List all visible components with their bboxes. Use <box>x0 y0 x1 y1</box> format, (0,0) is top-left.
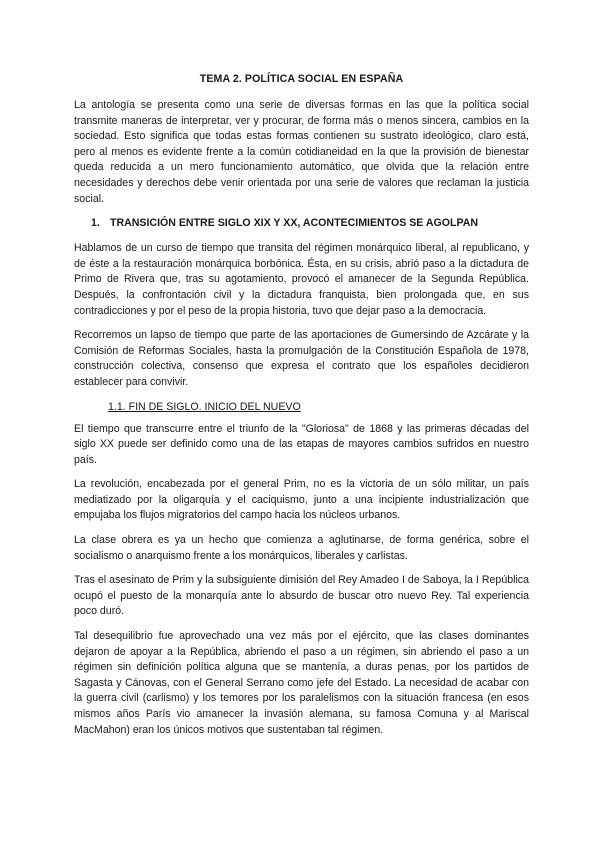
subsection-paragraph: Tal desequilibrio fue aprovechado una vez más por el ejército, que las clases dominantes dejaron de apoyar a la República, abriendo el paso a un régimen, sin abriendo el paso a un régimen sin definición política alguna que se mantenía, a duras penas, por los partidos de Sagasta y Cánovas, con el General Serrano como jefe del Estado. La necesidad de acabar con la guerra civil (carlismo) y los temores por los paralelismos con la situación francesa (en esos mismos años París vio amanecer la invasión alemana, su famosa Comuna y al Mariscal MacMahon) eran los únicos motivos que sustentaban tal régimen. <box>74 630 529 736</box>
subsection-paragraph: La revolución, encabezada por el general Prim, no es la victoria de un sólo militar, un país mediatizado por la oligarquía y el caciquismo, junto a una incipiente industrialización que empujaba los flujos migratorios del campo hacia los núcleos urbanos. <box>74 478 529 522</box>
subsection-heading: 1.1. FIN DE SIGLO. INICIO DEL NUEVO <box>108 400 301 413</box>
section-number: 1. <box>91 217 100 230</box>
document-title: TEMA 2. POLÍTICA SOCIAL EN ESPAÑA <box>199 73 404 85</box>
section-paragraph: Recorremos un lapso de tiempo que parte de las aportaciones de Gumersindo de Azcárate y la Comisión de Reformas Sociales, hasta la promulgación de la Constitución Española de 1978, construcción colectiva, consenso que expresa el contrato que los españoles decidieron establecer para convivir. <box>74 329 529 388</box>
subsection-paragraph: El tiempo que transcurre entre el triunfo de la "Gloriosa" de 1868 y las primeras décadas del siglo XX puede ser definido como una de las etapas de mayores cambios sufridos en nuestro país. <box>74 422 529 466</box>
section-paragraph: Hablamos de un curso de tiempo que transita del régimen monárquico liberal, al republicano, y de éste a la restauración monárquica borbónica. Ésta, en su crisis, abrió paso a la dictadura de Primo de Rivera que, tras su agotamiento, provocó el amanecer de la Segunda República. Después, la confrontación civil y la dictadura franquista, bien prolongada que, en sus contradicciones y por el peso de la propia historia, tuvo que dejar paso a la democracia. <box>74 242 529 317</box>
section-title: TRANSICIÓN ENTRE SIGLO XIX Y XX, ACONTECIMIENTOS SE AGOLPAN <box>110 217 479 230</box>
subsection-paragraph: La clase obrera es ya un hecho que comienza a aglutinarse, de forma genérica, sobre el socialismo o anarquismo frente a los monárquicos, liberales y carlistas. <box>74 534 529 562</box>
section-heading <box>91 216 529 231</box>
intro-paragraph: La antología se presenta como una serie de diversas formas en las que la política social transmite maneras de interpretar, ver y procurar, de forma más o menos sincera, cambios en la sociedad. Esto significa que todas estas formas contienen su sustrato ideológico, claro está, pero al menos es evidente frente a la común cotidianeidad en la que la provisión de bienestar queda reducida a un mero funcionamiento automático, que olvida que la relación entre necesidades y derechos debe venir orientada por una serie de valores que reclaman la justicia social. <box>74 99 529 205</box>
subsection-paragraph: Tras el asesinato de Prim y la subsiguiente dimisión del Rey Amadeo I de Saboya, la I República ocupó el puesto de la monarquía ante lo absurdo de buscar otro nuevo Rey. Tal experiencia poco duró. <box>74 574 529 618</box>
